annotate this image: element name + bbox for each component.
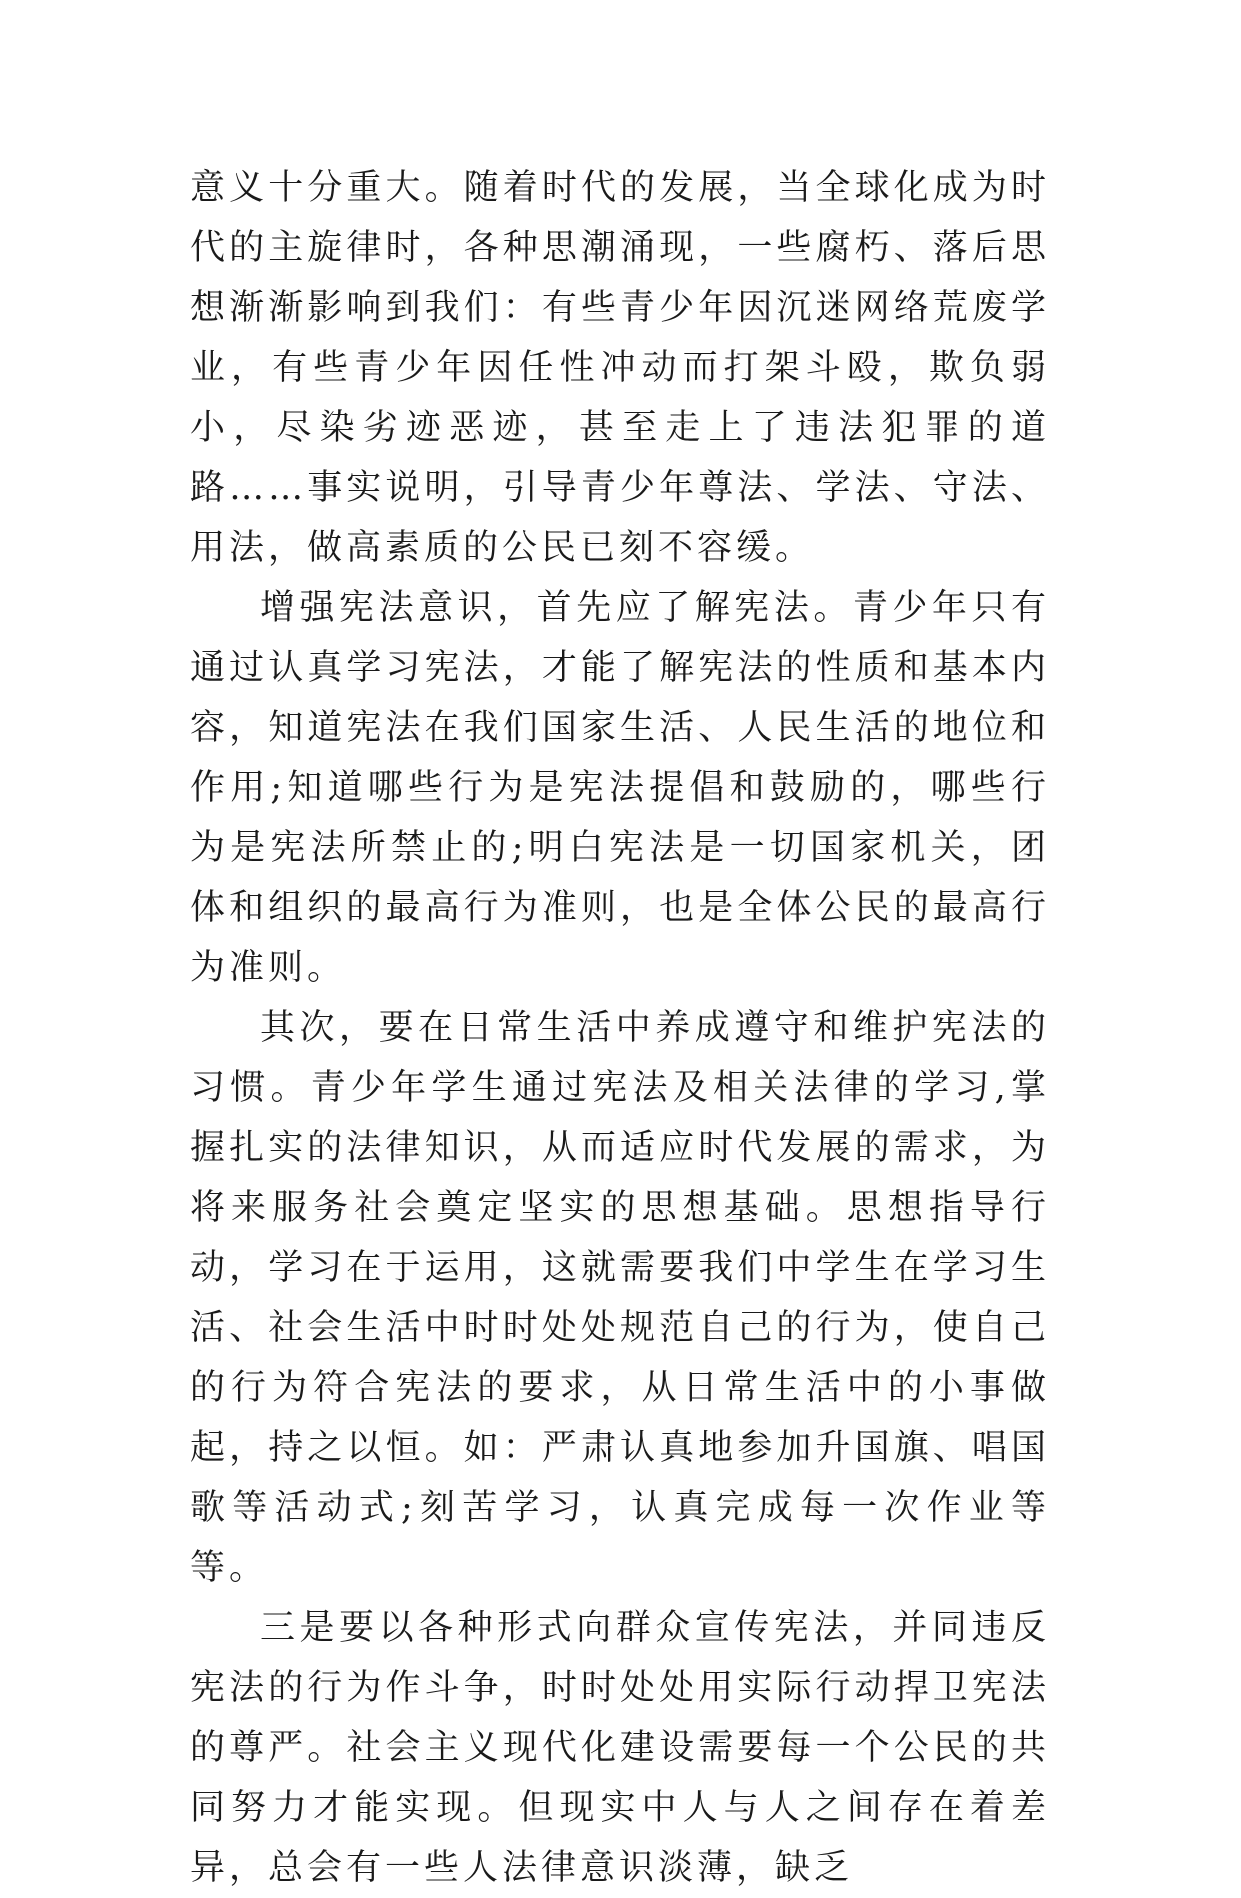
paragraph-1: 意义十分重大。随着时代的发展，当全球化成为时代的主旋律时，各种思潮涌现，一些腐朽、落后思想渐渐影响到我们：有些青少年因沉迷网络荒废学业，有些青少年因任性冲动而打架斗殴，欺负弱小，尽染劣迹恶迹，甚至走上了违法犯罪的道路……事实说明，引导青少年尊法、学法、守法、用法，做高素质的公民已刻不容缓。 <box>190 168 1050 568</box>
paragraph-3: 其次，要在日常生活中养成遵守和维护宪法的习惯。青少年学生通过宪法及相关法律的学习,掌握扎实的法律知识，从而适应时代发展的需求，为将来服务社会奠定坚实的思想基础。思想指导行动，学习在于运用，这就需要我们中学生在学习生活、社会生活中时时处处规范自己的行为，使自己的行为符合宪法的要求，从日常生活中的小事做起，持之以恒。如：严肃认真地参加升国旗、唱国歌等活动式;刻苦学习，认真完成每一次作业等等。 <box>190 1008 1050 1588</box>
document-body <box>190 158 1050 1898</box>
paragraph-4: 三是要以各种形式向群众宣传宪法，并同违反宪法的行为作斗争，时时处处用实际行动捍卫宪法的尊严。社会主义现代化建设需要每一个公民的共同努力才能实现。但现实中人与人之间存在着差异，总会有一些人法律意识淡薄，缺乏 <box>190 1608 1050 1888</box>
paragraph-2: 增强宪法意识，首先应了解宪法。青少年只有通过认真学习宪法，才能了解宪法的性质和基本内容，知道宪法在我们国家生活、人民生活的地位和作用;知道哪些行为是宪法提倡和鼓励的，哪些行为是宪法所禁止的;明白宪法是一切国家机关，团体和组织的最高行为准则，也是全体公民的最高行为准则。 <box>190 588 1050 988</box>
